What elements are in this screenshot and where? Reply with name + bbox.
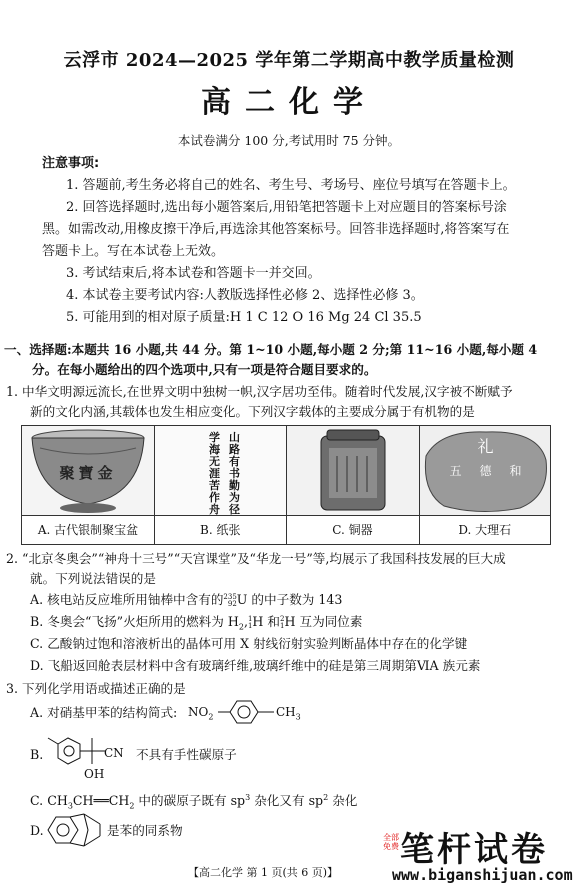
q2-option-d: D. 飞船返回舱表层材料中含有玻璃纤维,玻璃纤维中的硅是第三周期第ⅥA 族元素 [30, 658, 481, 673]
q2-b-el1: H 和 [252, 614, 281, 629]
q2-b-n1: 1 [247, 621, 253, 630]
q1-stem-cont: 新的文化内涵,其载体也发生相应变化。下列汉字载体的主要成分属于有机物的是 [30, 404, 475, 419]
marble-char-4: 和 [509, 464, 522, 478]
q2-a-el: U [236, 592, 248, 607]
q2-b-m2: 2 [280, 614, 285, 623]
q3-option-a [30, 704, 177, 721]
no2-sub: 2 [208, 712, 214, 722]
q3-c-e: 杂化 [328, 793, 358, 809]
q1-option-c [287, 426, 420, 544]
ch3-text: CH [276, 705, 296, 719]
note-line: 1. 答题前,考生务必将自己的姓名、考生号、考场号、座位号填写在答题卡上。 [66, 178, 516, 193]
ch3-sub: 3 [295, 712, 301, 722]
exam-title: 云浮市 2024—2025 学年第二学期高中教学质量检测 [63, 50, 515, 71]
bronze-image [287, 426, 419, 516]
marble-char-3: 德 [479, 464, 492, 478]
q3-b-oh: OH [84, 767, 105, 781]
subject-title: 高二化学 [201, 85, 377, 120]
site-logo: 笔杆试卷 [400, 830, 548, 870]
q3-a-label: A. 对硝基甲苯的结构简式: [30, 705, 178, 720]
marble-char-1: 礼 [477, 437, 494, 456]
q2-option-b [30, 613, 362, 636]
note-line: 2. 回答选择题时,选出每小题答案后,用铅笔把答题卡上对应题目的答案标号涂 [66, 200, 507, 215]
q2-a-tail: 的中子数为 143 [247, 592, 343, 607]
q2-stem: 2. “北京冬奥会”“神舟十三号”“天宫课堂”及“华龙一号”等,均展示了我国科技发展的巨大成 [6, 551, 506, 566]
q3-c-a: C. CH [30, 793, 68, 809]
option-d-caption: D. 大理石 [458, 523, 512, 537]
note-line: 答题卡上。写在本试卷上无效。 [42, 244, 225, 259]
q3-stem: 3. 下列化学用语或描述正确的是 [6, 681, 186, 696]
q3-d-label: D. [30, 823, 44, 838]
q3-d-structure [44, 810, 106, 850]
q3-a-ch3 [276, 704, 301, 725]
notes-heading: 注意事项: [42, 156, 100, 171]
q2-b-mid: , [243, 614, 248, 629]
q2-b-tail: H 互为同位素 [284, 614, 363, 629]
exam-info: 本试卷满分 100 分,考试用时 75 分钟。 [177, 133, 401, 148]
free-stamp: 全部免费 [383, 833, 399, 851]
q3-c-sub1: 3 [67, 801, 73, 811]
q3-c-d: 杂化又有 sp [250, 793, 324, 809]
no2-text: NO [188, 705, 209, 719]
q2-a-mass: 235 [223, 592, 237, 601]
q2-option-a [30, 591, 342, 608]
note-line: 黑。如需改动,用橡皮擦干净后,再选涂其他答案标号。回答非选择题时,将答案写在 [42, 222, 510, 237]
q2-stem-cont: 就。下列说法错误的是 [30, 571, 156, 586]
q1-options-table [21, 425, 551, 545]
q2-b-n2: 1 [280, 621, 285, 630]
q3-c-sub2: 2 [129, 801, 135, 811]
q3-c-c: 中的碳原子既有 sp [134, 793, 246, 809]
q3-b-cn: CN [104, 746, 124, 760]
q1-option-a [22, 426, 155, 544]
paper-image [155, 426, 286, 516]
note-line: 3. 考试结束后,将本试卷和答题卡一并交回。 [66, 266, 321, 281]
q2-a-text: A. 核电站反应堆所用铀棒中含有的 [30, 592, 224, 607]
q1-option-d [420, 426, 551, 544]
note-line: 5. 可能用到的相对原子质量:H 1 C 12 O 16 Mg 24 Cl 35.5 [66, 310, 422, 325]
paper-calligraphy-2: 学海无涯苦作舟 [209, 431, 220, 516]
page-footer: 【高二化学 第 1 页(共 6 页)】 [188, 866, 339, 879]
q2-b-text: B. 冬奥会“飞扬”火炬所用的燃料为 H [30, 614, 239, 629]
q3-c-b: CH══CH [72, 793, 130, 809]
q3-b-text: 不具有手性碳原子 [136, 747, 237, 762]
q2-a-isotope [223, 594, 236, 608]
option-a-caption: A. 古代银制聚宝盆 [37, 523, 139, 537]
section-heading: 一、选择题:本题共 16 小题,共 44 分。第 1~10 小题,每小题 2 分;第 11~16 小题,每小题 4 [4, 342, 538, 357]
q1-option-b [155, 426, 287, 544]
section-heading-cont: 分。在每小题给出的四个选项中,只有一项是符合题目要求的。 [32, 362, 377, 377]
q2-b-m1: 1 [247, 614, 253, 623]
nitrotoluene-benzene-ring [218, 698, 276, 726]
bowl-inscription: 聚寶金 [59, 464, 117, 482]
paper-calligraphy-1: 山路有书勤为径 [229, 431, 240, 516]
option-c-caption: C. 铜器 [332, 523, 373, 537]
marble-char-2: 五 [449, 464, 462, 478]
q2-option-c: C. 乙酸钠过饱和溶液析出的晶体可用 X 射线衍射实验判断晶体中存在的化学键 [30, 636, 468, 651]
q3-a-no2 [188, 704, 213, 725]
option-b-caption: B. 纸张 [200, 523, 241, 537]
marble-image [420, 426, 551, 516]
silver-bowl-image [22, 426, 154, 516]
note-line: 4. 本试卷主要考试内容:人教版选择性必修 2、选择性必修 3。 [66, 288, 424, 303]
q3-d-text: 是苯的同系物 [107, 823, 183, 838]
q3-c-sup2: 2 [323, 793, 329, 802]
site-url[interactable]: www.biganshijuan.com [392, 866, 573, 884]
q3-b-label: B. [30, 747, 44, 762]
q2-b-sub: 2 [238, 622, 244, 632]
q3-c-sup1: 3 [245, 793, 251, 802]
q2-a-num: 92 [227, 599, 237, 608]
q1-stem: 1. 中华文明源远流长,在世界文明中独树一帜,汉字居功至伟。随着时代发展,汉字被不断赋予 [6, 384, 513, 399]
